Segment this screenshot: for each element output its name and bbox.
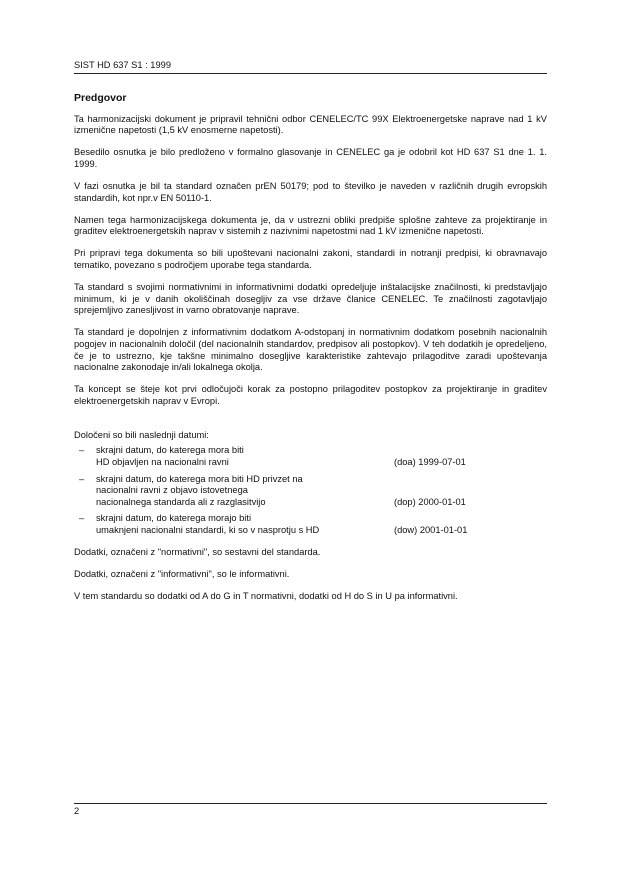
note: Dodatki, označeni z "informativni", so le informativni. bbox=[74, 568, 290, 579]
date-description-line: umaknjeni nacionalni standardi, ki so v nasprotju s HD bbox=[96, 525, 320, 536]
date-description-line: skrajni datum, do katerega mora biti bbox=[96, 445, 244, 456]
paragraph: Ta harmonizacijski dokument je pripravil tehnični odbor CENELEC/TC 99X Elektroenergetske naprave nad 1 kV izmenične napetosti (1,5 kV enosmerne napetosti). bbox=[74, 113, 547, 136]
date-description-line: HD objavljen na nacionalni ravni bbox=[96, 457, 229, 468]
document-id: SIST HD 637 S1 : 1999 bbox=[74, 60, 171, 70]
date-description bbox=[96, 513, 394, 536]
paragraph: Pri pripravi tega dokumenta so bili upoštevani nacionalni zakoni, standardi in notranji predpisi, ki obravnavajo tematiko, povezano s področjem uporabe tega standarda. bbox=[74, 248, 547, 270]
date-description bbox=[96, 474, 394, 509]
paragraph: Ta standard s svojimi normativnimi in informativnimi dodatki opredeljuje inštalacijske značilnosti, ki predstavljajo minimum, ki je v danih okoliščinah dosegljiv za vse države članice CENELEC. Te značilnosti zagotavljajo sprejemljivo zanesljivost in varno obratovanje naprave. bbox=[74, 282, 547, 316]
list-dash: – bbox=[79, 513, 85, 524]
note: Dodatki, označeni z "normativni", so sestavni del standarda. bbox=[74, 546, 321, 557]
date-description-line: nacionalnega standarda ali z razglasitvijo bbox=[96, 496, 266, 507]
paragraph: V fazi osnutka je bil ta standard označen prEN 50179; pod to številko je naveden v različnih drugih evropskih standardih, kot npr.v EN 50110-1. bbox=[74, 180, 547, 203]
paragraph: Ta koncept se šteje kot prvi odločujoči korak za postopno prilagoditev postopkov za projektiranje in graditev elektroenergetskih naprav v Evropi. bbox=[74, 384, 547, 406]
date-description-line: nacionalni ravni z objavo istovetnega bbox=[96, 485, 248, 496]
section-title: Predgovor bbox=[74, 92, 127, 104]
paragraph: Namen tega harmonizacijskega dokumenta je, da v ustrezni obliki predpiše splošne zahteve za projektiranje in graditev elektroenergetskih naprav v sistemih z nazivnimi napetostmi nad 1 kV izmenične napetosti. bbox=[74, 214, 547, 237]
date-description-line: skrajni datum, do katerega morajo biti bbox=[96, 513, 252, 524]
date-item-dow bbox=[74, 513, 547, 536]
paragraph: Besedilo osnutka je bilo predloženo v formalno glasovanje in CENELEC ga je odobril kot HD 637 S1 dne 1. 1. 1999. bbox=[74, 147, 547, 169]
paragraph: Ta standard je dopolnjen z informativnim dodatkom A-odstopanj in normativnim dodatkom posebnih nacionalnih pogojev in nacionalnih določil (del nacionalnih standardov, predpisov ali postopkov). V teh dodatkih je opredeljeno, če je to ustrezno, kje takšne minimalno dosegljive karakteristike zahtevajo prilagoditve zaradi upoštevanja nacionalne zakonodaje in/ali lokalnega okolja. bbox=[74, 327, 547, 373]
date-description-line: skrajni datum, do katerega mora biti HD privzet na bbox=[96, 473, 303, 484]
note: V tem standardu so dodatki od A do G in T normativni, dodatki od H do S in U pa informativni. bbox=[74, 590, 458, 601]
date-description bbox=[96, 445, 394, 468]
date-code: (dow) 2001-01-01 bbox=[394, 525, 468, 536]
date-item-dop bbox=[74, 474, 547, 509]
page-header bbox=[74, 60, 547, 74]
date-code: (doa) 1999-07-01 bbox=[394, 457, 466, 468]
list-dash: – bbox=[79, 473, 85, 484]
page-footer bbox=[74, 803, 547, 816]
page-number: 2 bbox=[74, 806, 80, 816]
date-code: (dop) 2000-01-01 bbox=[394, 496, 466, 507]
list-dash: – bbox=[79, 445, 85, 456]
dates-intro: Določeni so bili naslednji datumi: bbox=[74, 429, 209, 440]
spacer bbox=[74, 418, 547, 430]
date-item-doa bbox=[74, 445, 547, 468]
page-content bbox=[74, 93, 547, 613]
